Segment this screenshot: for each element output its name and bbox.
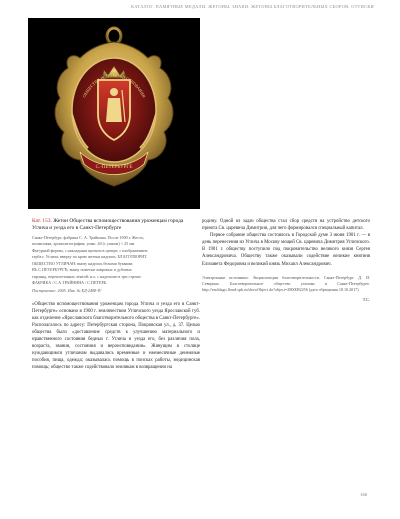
badge-photo bbox=[28, 18, 200, 209]
body-paragraph: родину. Одной из задач общества стал сбор средств на устройство детского приюта Св. царевича Димитрия, для чего формировался специальный капитал. bbox=[202, 219, 370, 232]
body-paragraph: «Общество вспомоществования уроженцам города Углича и уезда его в Санкт-Петербурге» основано в 1900 г. землячеством Угличского уезда Ярославской губ. как отделение «Ярославского благотворительного общества в Санкт-Петербурге». Располагалось по адресу: Петербургская сторона, Покровская ул., д. 37. Целью общества было «доставление средств к улучшению материального и нравственного состояния бедных г. Углича и уезда его, без различия пола, возраста, звания, состояния и вероисповедания». Живущим в столице нуждающимся угличанам выдавались временные и ежемесячные денежные пособия, пища, одежда; оказывалась помощь в поисках работы, медицинская помощь; общество также содействовало землякам в возвращении на bbox=[32, 301, 201, 371]
caption-line: штамповка, хромолитография; ушко. 40 (с ушком) × 25 мм bbox=[32, 241, 135, 247]
catalog-entry-title bbox=[32, 218, 200, 233]
caption-line: ОБЩЕСТВО УГЛИЧАН; внизу надпись белыми буквами: bbox=[32, 260, 134, 266]
catalog-title-text: Жетон Общества вспомоществования уроженцам города Углича и уезда его в Санкт-Петербурге bbox=[32, 218, 184, 232]
figure-body bbox=[106, 98, 122, 122]
badge-illustration bbox=[28, 18, 200, 209]
running-header: КАТАЛОГ. ПАМЯТНЫЕ МЕДАЛИ, ЖЕТОНЫ, ЗНАКИ. ЖЕТОНЫ БЛАГОТВОРИТЕЛЬНЫХ СБОРОВ. ОТТИСКИ bbox=[131, 4, 374, 9]
page-number: 160 bbox=[360, 492, 367, 497]
caption-line: Санкт-Петербург, фабрика С. А. Трайнина. После 1900 г. Жесть; bbox=[32, 234, 144, 240]
right-column bbox=[202, 218, 370, 304]
body-text-left bbox=[32, 301, 200, 372]
caption-line: ВЪ С.ПЕТЕРБУРГѢ; внизу пометки лавровых и дубовых bbox=[32, 267, 132, 273]
catalog-number: Кат. 153. bbox=[32, 218, 52, 224]
caption-line: гирлянд, переплетенных лентой; н.о. с надписью в три строки: bbox=[32, 273, 142, 279]
body-paragraph: Первое собрание общества состоялось в Городской думе 3 июня 1901 г. — в день перенесения из Углича в Москву мощей Св. царевича Димитрия Угличского. В 1901 г. обществу поступило под покровительство великого князя Сергея Александровича. Обществу также оказывали содействие великие княгиня Елизавета Федоровна и великий князь Михаил Александрович. bbox=[202, 233, 370, 267]
author-initials: Т.С. bbox=[362, 297, 370, 303]
inventory-number: Поступление: 2005. Инв. № ЕД-2408-IV bbox=[32, 287, 102, 293]
left-column bbox=[32, 218, 200, 371]
caption-line: герба г. Углича; вверху по краю жетона надпись: БЛАГОТВОРИТ. bbox=[32, 254, 148, 260]
ribbon-text-upper: ОБЩЕСТВО ВСПОМОЩЕСТВОВАНИЯ bbox=[81, 72, 147, 99]
ribbon-text-lower: С.-ПЕТЕРБУРГЕ bbox=[95, 165, 133, 170]
body-text-right bbox=[202, 218, 370, 268]
caption-line: ФАБРИКА / С.А.ТРАЙНИНА / С.ПЕТЕРБ. bbox=[32, 280, 108, 286]
figure-head bbox=[110, 88, 118, 96]
electronic-sources: Электронные источники: Энциклопедия благотворительности. Санкт-Петербург. Д. И. Северина. Благотворительное общество угличан в Санкт-Петербурге. http://encblago.lfond.spb.ru/showObject.do?object=2800082256 (дата обращения 18.10.2017) bbox=[202, 274, 370, 293]
object-description bbox=[32, 235, 200, 287]
caption-line: Фигурной формы, с накладным щитком в центре, с изображением bbox=[32, 247, 148, 253]
